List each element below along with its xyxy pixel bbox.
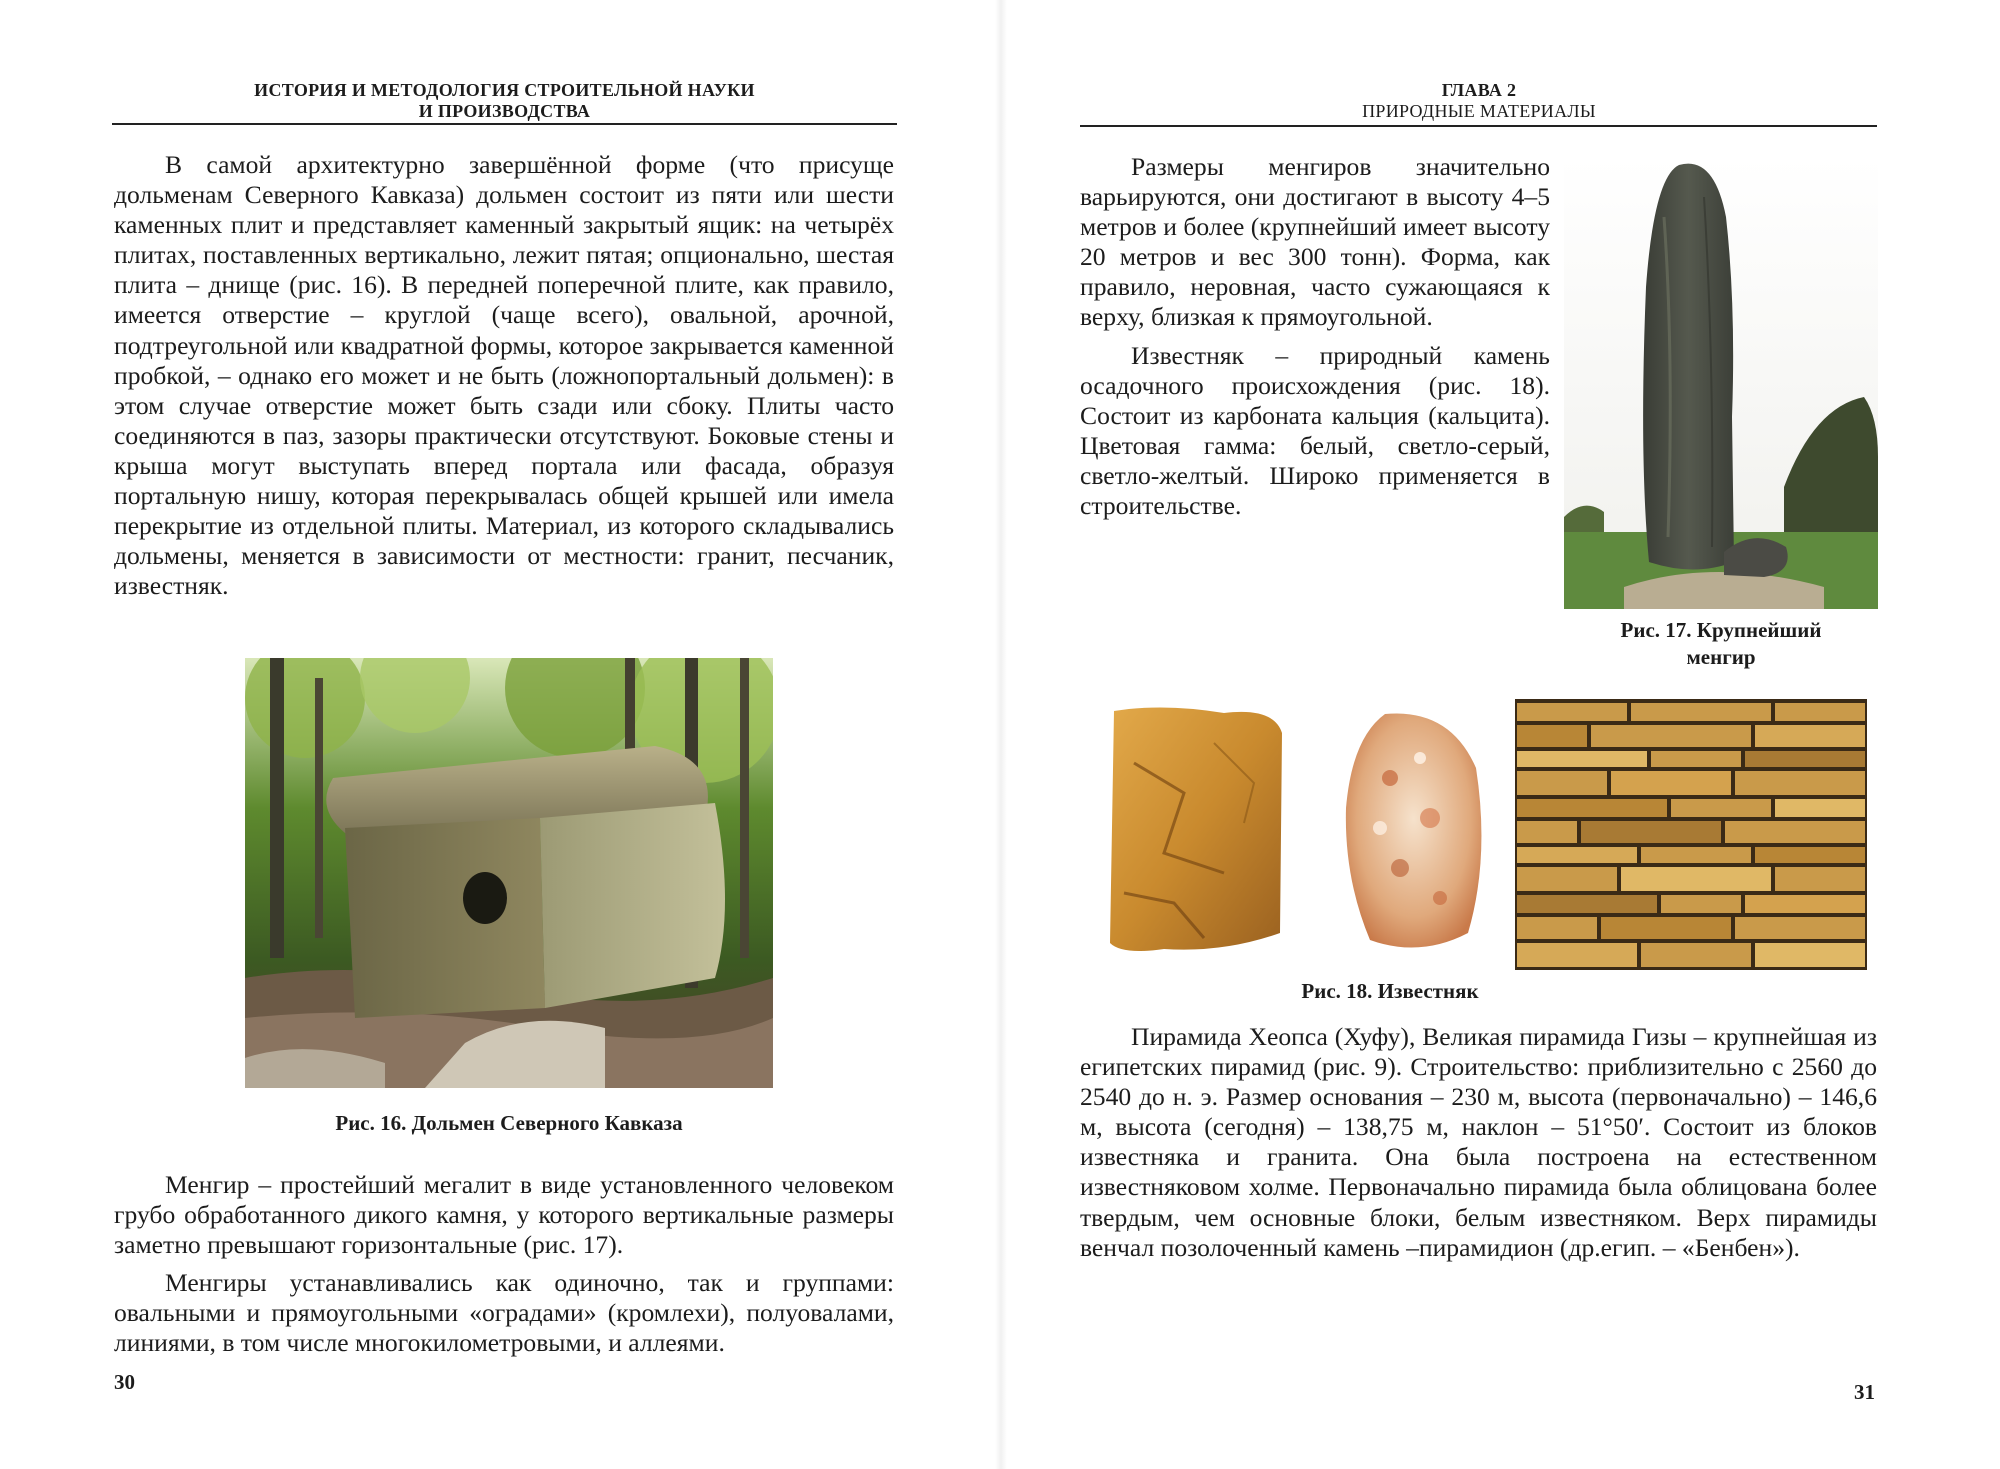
paragraph-menhir-definition: Менгир – простейший мегалит в виде установленного человеком грубо обработанного дикого камня, у которого вертикальные размеры заметно превышают горизонтальные (рис. 17). [114, 1170, 894, 1260]
right-page-number: 31 [1854, 1380, 1875, 1404]
paragraph-pyramid-cheops: Пирамида Хеопса (Хуфу), Великая пирамида Гизы – крупнейшая из египетских пирамид (рис. 9). Строительство: приблизительно с 2560 до 2540 до н. э. Размер основания – 230 м, высота (первоначально) – 146,6 м, высота (сегодня) – 138,75 м, наклон – 51°50′. Состоит из блоков известняка и гранита. Она была построена на естественном известняковом холме. Первоначально пирамида была облицована более твердым, чем основные блоки, белым известняком. Верх пирамиды венчал позолоченный камень –пирамидион (др.егип. – «Бенбен»). [1080, 1022, 1877, 1262]
left-running-head [112, 80, 897, 122]
right-header-rule [1080, 125, 1877, 127]
left-body-text [114, 150, 894, 601]
figure-17-caption [1564, 617, 1878, 671]
figure-16-caption: Рис. 16. Дольмен Северного Кавказа [335, 1111, 683, 1135]
figure-18-limestone-wall [1515, 699, 1867, 970]
right-running-head-line2: ПРИРОДНЫЕ МАТЕРИАЛЫ [1362, 101, 1596, 121]
right-bottom-text [1080, 1022, 1877, 1263]
right-page [1000, 0, 2000, 1469]
left-header-rule [112, 123, 897, 125]
paragraph-menhir-sizes: Размеры менгиров значительно варьируются, они достигают в высоту 4–5 метров и более (крупнейший имеет высоту 20 метров и вес 300 тонн). Форма, как правило, неровная, часто сужающаяся к верху, близкая к прямоугольной. [1080, 152, 1550, 332]
paragraph-menhir-groups: Менгиры устанавливались как одиночно, так и группами: овальными и прямоугольными «оградами» (кромлехи), полуовалами, линиями, в том числе многокилометровыми, и аллеями. [114, 1268, 894, 1358]
right-running-head-line1: ГЛАВА 2 [1441, 80, 1517, 100]
figure-17-caption-line2: менгир [1686, 645, 1756, 669]
figure-16-dolmen-photo [245, 658, 773, 1088]
figure-18-caption: Рис. 18. Известняк [1301, 979, 1479, 1003]
paragraph-limestone: Известняк – природный камень осадочного происхождения (рис. 18). Состоит из карбоната кальция (кальцита). Цветовая гамма: белый, светло-серый, светло-желтый. Широко применяется в строительстве. [1080, 340, 1550, 521]
paragraph-dolmen-description: В самой архитектурно завершённой форме (что присуще дольменам Северного Кавказа) дольмен состоит из пяти или шести каменных плит и представляет каменный закрытый ящик: на четырёх плитах, поставленных вертикально, лежит пятая; опционально, шестая плита – днище (рис. 16). В передней поперечной плите, как правило, имеется отверстие – круглой (чаще всего), овальной, арочной, подтреугольной или квадратной формы, которое закрывается каменной пробкой, – однако его может и не быть (ложнопортальный дольмен): в этом случае отверстие может быть сзади или сбоку. Плиты часто соединяются в паз, зазоры практически отсутствуют. Боковые стены и крыша могут выступать вперед портала или фасада, образуя портальную нишу, которая перекрывалась общей крышей или имела перекрытие из отдельной плиты. Материал, из которого складывались дольмены, меняется в зависимости от местности: гранит, песчаник, известняк. [114, 150, 894, 601]
figure-18-limestone-block [1104, 703, 1286, 958]
left-running-head-line2: И ПРОИЗВОДСТВА [418, 101, 591, 121]
left-page-number: 30 [114, 1370, 135, 1394]
figure-17-caption-line1: Рис. 17. Крупнейший [1620, 618, 1822, 642]
figure-18-limestone-pebble [1340, 708, 1488, 955]
right-top-text [1080, 152, 1550, 521]
left-bottom-text [114, 1170, 894, 1359]
figure-17-menhir-photo [1564, 157, 1878, 609]
right-running-head [1082, 80, 1876, 122]
left-running-head-line1: ИСТОРИЯ И МЕТОДОЛОГИЯ СТРОИТЕЛЬНОЙ НАУКИ [254, 80, 755, 100]
